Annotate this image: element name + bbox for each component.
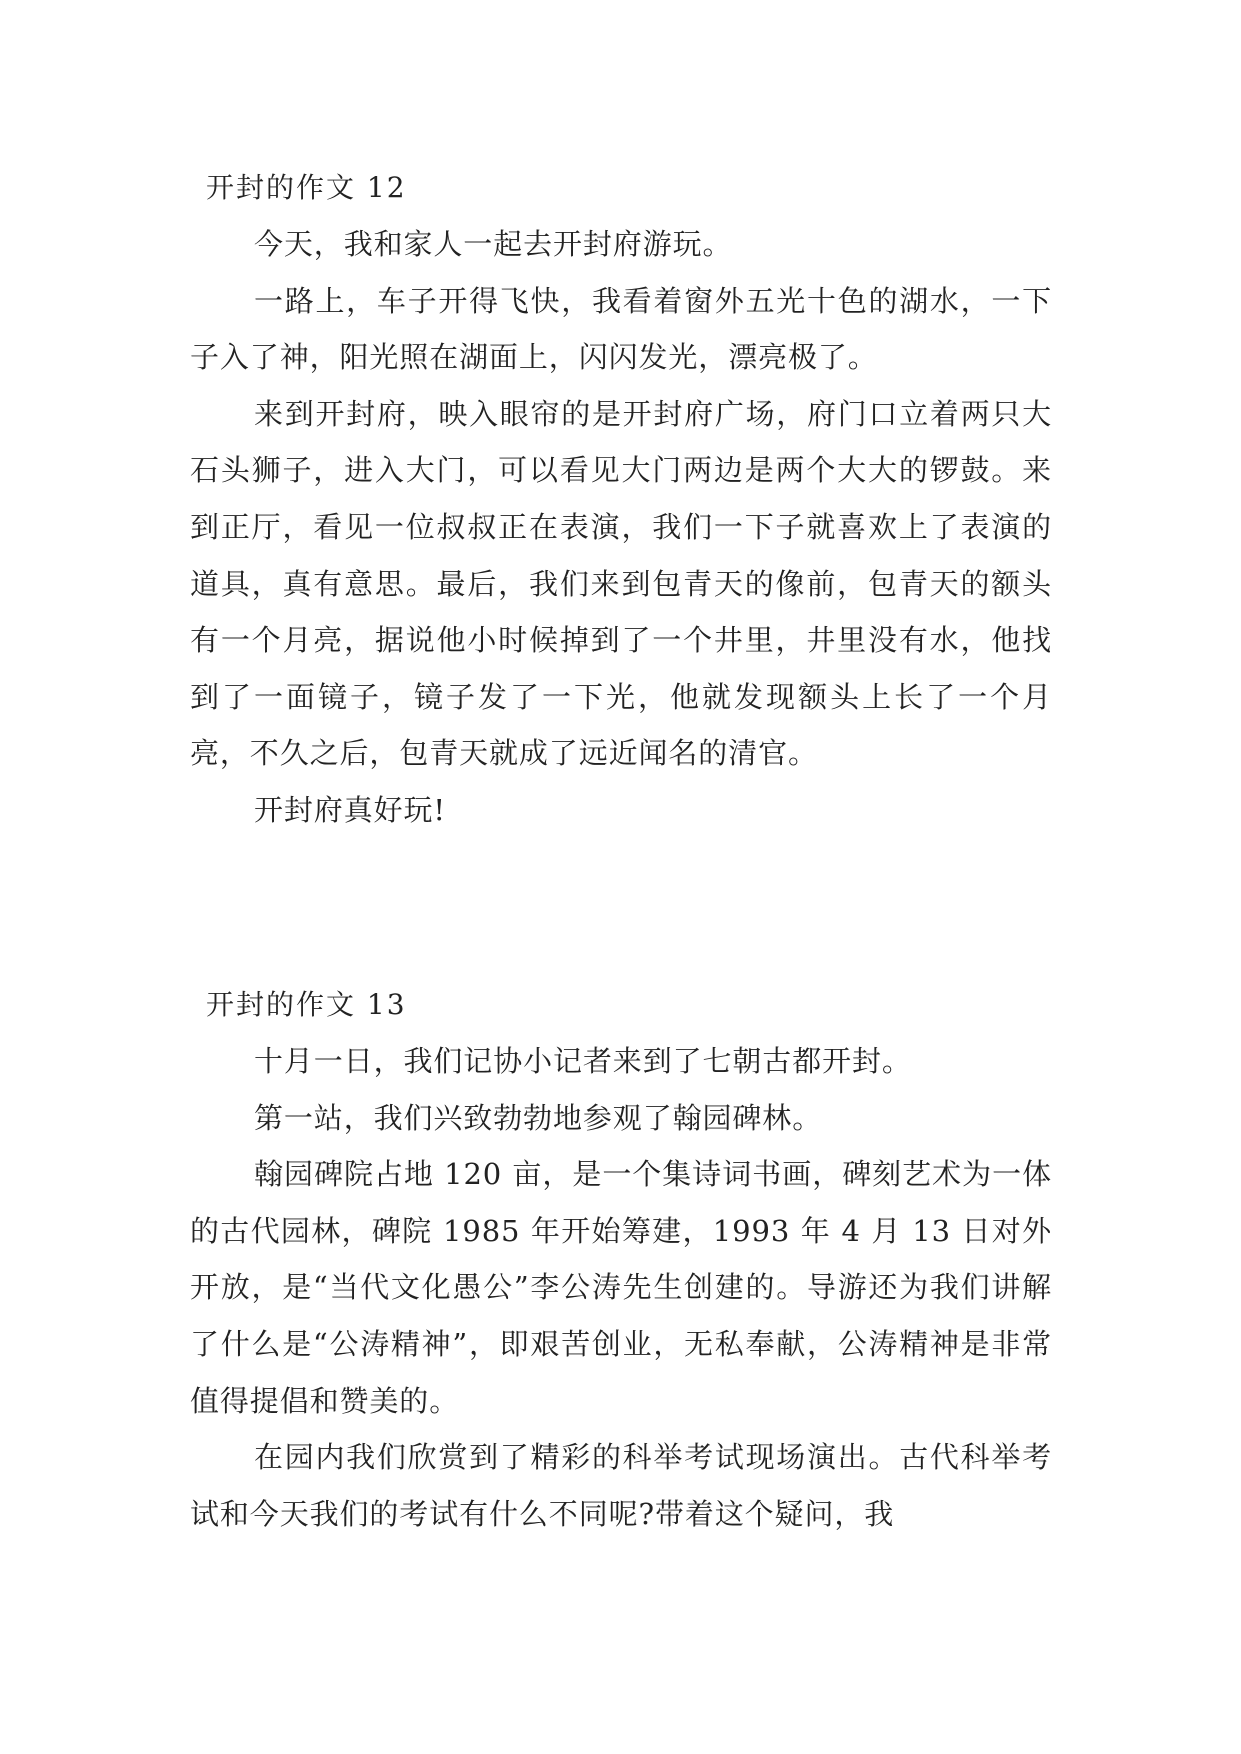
essay-title: 开封的作文 13 xyxy=(206,988,407,1021)
essay-section-12 xyxy=(190,160,1052,839)
essay-paragraph: 来到开封府，映入眼帘的是开封府广场，府门口立着两只大石头狮子，进入大门，可以看见大门两边是两个大大的锣鼓。来到正厅，看见一位叔叔正在表演，我们一下子就喜欢上了表演的道具，真有意思。最后，我们来到包青天的像前，包青天的额头有一个月亮，据说他小时候掉到了一个井里，井里没有水，他找到了一面镜子，镜子发了一下光，他就发现额头上长了一个月亮，不久之后，包青天就成了远近闻名的清官。 xyxy=(190,396,1052,771)
essay-paragraph: 一路上，车子开得飞快，我看着窗外五光十色的湖水，一下子入了神，阳光照在湖面上，闪闪发光，漂亮极了。 xyxy=(190,283,1052,375)
essay-paragraph: 今天，我和家人一起去开封府游玩。 xyxy=(254,227,733,261)
essay-title: 开封的作文 12 xyxy=(206,171,407,204)
essay-paragraph: 翰园碑院占地 120 亩，是一个集诗词书画，碑刻艺术为一体的古代园林，碑院 1985 年开始筹建，1993 年 4 月 13 日对外开放，是“当代文化愚公”李公涛先生创建的。导游还为我们讲解了什么是“公涛精神”，即艰苦创业，无私奉献，公涛精神是非常值得提倡和赞美的。 xyxy=(190,1157,1052,1418)
essay-paragraph: 第一站，我们兴致勃勃地参观了翰园碑林。 xyxy=(254,1100,823,1135)
essay-paragraph: 十月一日，我们记协小记者来到了七朝古都开封。 xyxy=(254,1044,912,1078)
essay-section-13 xyxy=(190,977,1052,1542)
essay-paragraph: 在园内我们欣赏到了精彩的科举考试现场演出。古代科举考试和今天我们的考试有什么不同呢?带着这个疑问，我 xyxy=(190,1440,1052,1531)
essay-paragraph: 开封府真好玩! xyxy=(254,792,446,827)
